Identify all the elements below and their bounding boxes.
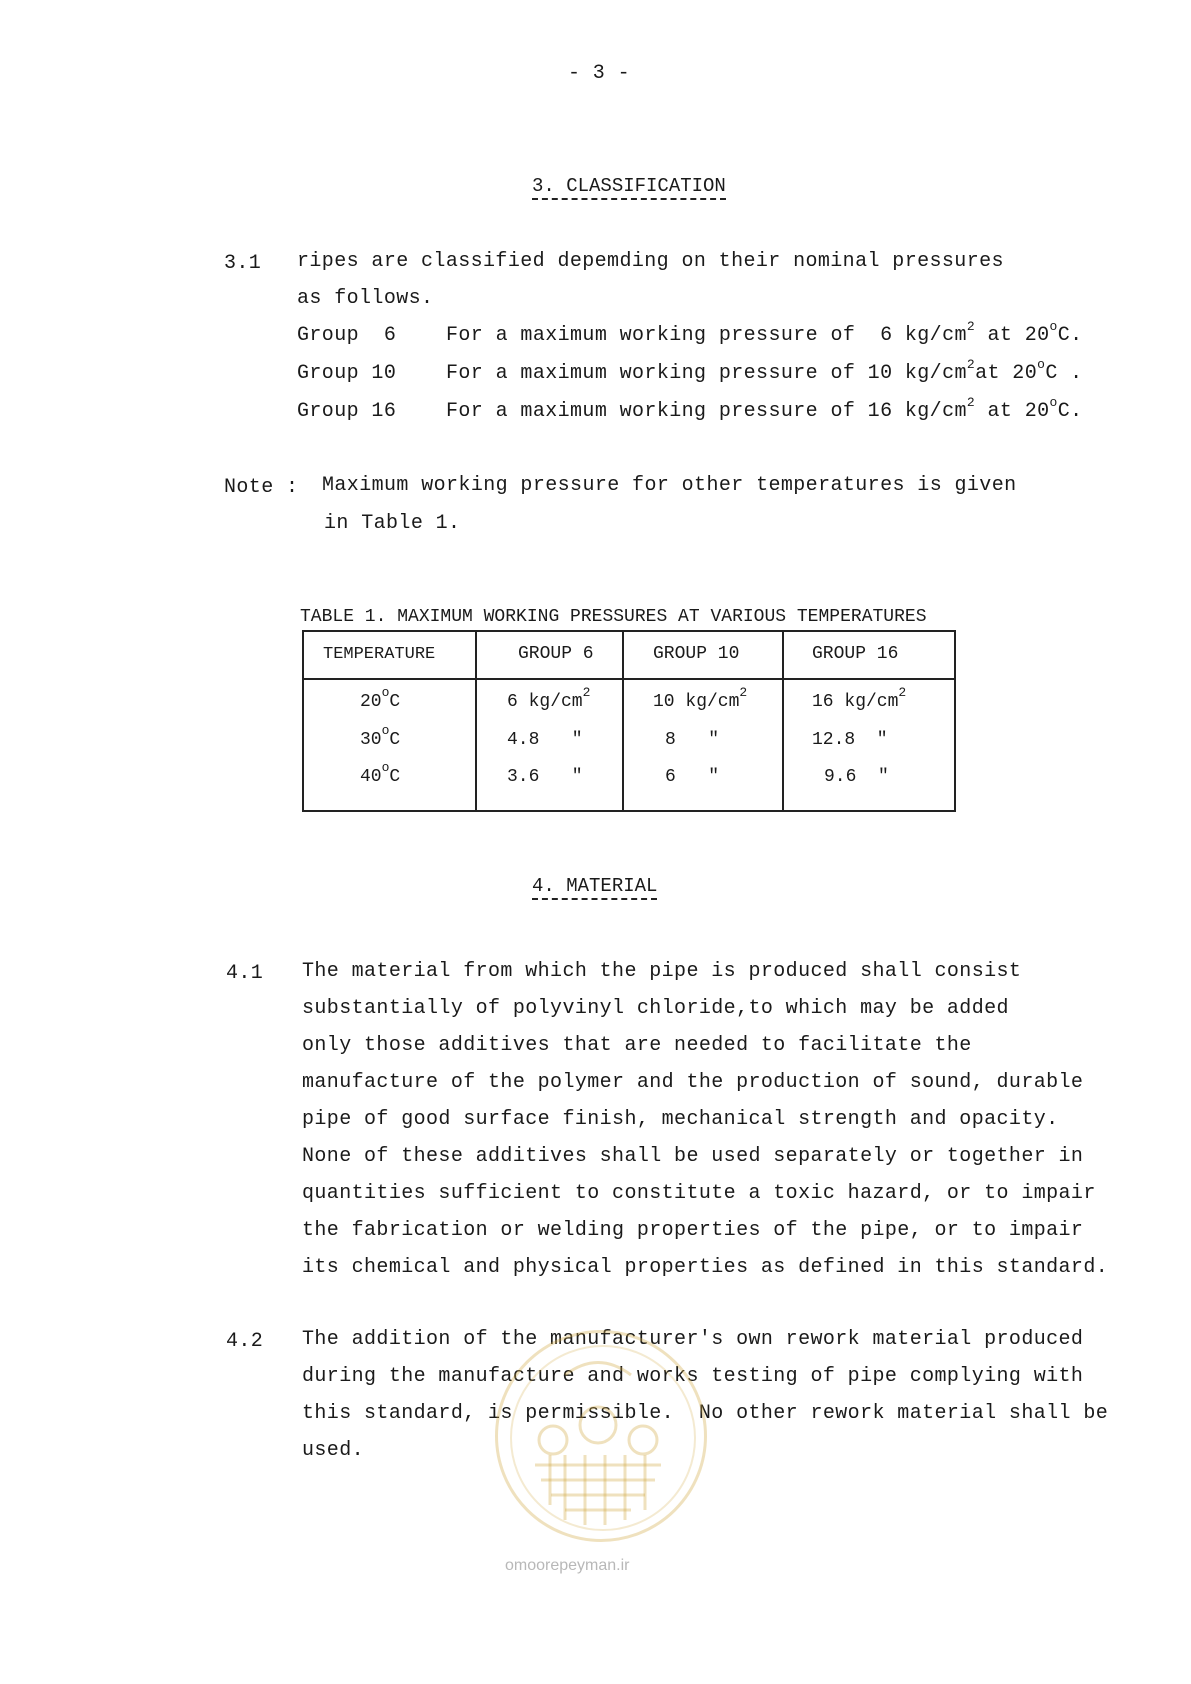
group-label: Group 6 bbox=[297, 324, 397, 347]
degree-sign: o bbox=[381, 685, 390, 700]
degree-sign: o bbox=[1049, 319, 1058, 334]
watermark-emblem-icon bbox=[495, 1330, 701, 1536]
note-line-2: in Table 1. bbox=[324, 512, 461, 535]
group-row-description bbox=[446, 319, 1083, 347]
table-cell-group-16: 9.6 " bbox=[824, 767, 889, 787]
superscript: 2 bbox=[898, 685, 907, 700]
table-cell-temperature bbox=[360, 685, 401, 712]
table-rule bbox=[622, 630, 624, 812]
text-line: manufacture of the polymer and the production of sound, durable bbox=[302, 1071, 1084, 1094]
text-line: the fabrication or welding properties of the pipe, or to impair bbox=[302, 1219, 1084, 1242]
table-rule bbox=[782, 630, 784, 812]
table-rule bbox=[302, 810, 956, 812]
superscript: 2 bbox=[582, 685, 591, 700]
pressure-value: 10 kg/cm bbox=[653, 692, 740, 712]
text-line: The addition of the manufacturer's own rework material produced bbox=[302, 1328, 1084, 1351]
group-row-description bbox=[446, 357, 1083, 385]
group-end: C. bbox=[1057, 324, 1083, 347]
text-line: during the manufacture and works testing of pipe complying with bbox=[302, 1365, 1084, 1388]
group-end: C . bbox=[1045, 362, 1083, 385]
group-desc: For a maximum working pressure of 16 kg/cm bbox=[446, 400, 967, 423]
text-line: used. bbox=[302, 1439, 365, 1462]
text-line: None of these additives shall be used separately or together in bbox=[302, 1145, 1084, 1168]
clause-3-1-number: 3.1 bbox=[224, 252, 262, 275]
group-row bbox=[297, 324, 396, 347]
text-line: The material from which the pipe is produced shall consist bbox=[302, 960, 1022, 983]
superscript: 2 bbox=[739, 685, 748, 700]
table-cell-group-16 bbox=[812, 685, 907, 712]
clause-4-2-number: 4.2 bbox=[226, 1330, 264, 1353]
table-header: GROUP 6 bbox=[518, 644, 594, 664]
table-rule bbox=[302, 630, 956, 632]
text-line: its chemical and physical properties as defined in this standard. bbox=[302, 1256, 1109, 1279]
table-rule bbox=[302, 678, 956, 680]
superscript: 2 bbox=[966, 395, 976, 410]
section-3-heading: 3. CLASSIFICATION bbox=[532, 175, 726, 200]
table-1-title: TABLE 1. MAXIMUM WORKING PRESSURES AT VARIOUS TEMPERATURES bbox=[300, 607, 927, 627]
clause-3-1-line-1: ripes are classified depemding on their nominal pressures bbox=[297, 250, 1004, 273]
pressure-value: 16 kg/cm bbox=[812, 692, 899, 712]
note-line-1: Maximum working pressure for other temperatures is given bbox=[322, 474, 1017, 497]
table-rule bbox=[954, 630, 956, 812]
table-cell-group-6: 3.6 " bbox=[507, 767, 583, 787]
degree-sign: o bbox=[1049, 395, 1058, 410]
note-label: Note : bbox=[224, 476, 299, 499]
table-cell-group-10 bbox=[653, 685, 748, 712]
group-desc: For a maximum working pressure of 10 kg/cm bbox=[446, 362, 967, 385]
temperature-value: 40 bbox=[360, 767, 382, 787]
group-tail: at 20 bbox=[975, 362, 1038, 385]
group-desc: For a maximum working pressure of 6 kg/cm bbox=[446, 324, 967, 347]
superscript: 2 bbox=[966, 319, 976, 334]
text-line: this standard, is permissible. No other rework material shall be bbox=[302, 1402, 1109, 1425]
table-cell-temperature bbox=[360, 723, 401, 750]
table-header: TEMPERATURE bbox=[323, 645, 436, 664]
group-label: Group 10 bbox=[297, 362, 397, 385]
watermark-seal bbox=[495, 1330, 707, 1542]
text-line: quantities sufficient to constitute a toxic hazard, or to impair bbox=[302, 1182, 1096, 1205]
clause-3-1-line-2: as follows. bbox=[297, 287, 434, 310]
temperature-unit: C bbox=[389, 730, 401, 750]
clause-4-1-number: 4.1 bbox=[226, 962, 264, 985]
group-row bbox=[297, 362, 396, 385]
group-end: C. bbox=[1057, 400, 1083, 423]
page-number: - 3 - bbox=[568, 62, 631, 85]
text-line: pipe of good surface finish, mechanical strength and opacity. bbox=[302, 1108, 1059, 1131]
group-row-description bbox=[446, 395, 1083, 423]
temperature-unit: C bbox=[389, 767, 401, 787]
text-line: only those additives that are needed to facilitate the bbox=[302, 1034, 972, 1057]
temperature-value: 30 bbox=[360, 730, 382, 750]
table-rule bbox=[302, 630, 304, 812]
table-cell-group-6: 4.8 " bbox=[507, 730, 583, 750]
pressure-value: 6 kg/cm bbox=[507, 692, 583, 712]
group-tail: at 20 bbox=[975, 400, 1050, 423]
table-cell-group-16: 12.8 " bbox=[812, 730, 888, 750]
degree-sign: o bbox=[381, 760, 390, 775]
superscript: 2 bbox=[966, 357, 976, 372]
table-header: GROUP 10 bbox=[653, 644, 740, 664]
table-header: GROUP 16 bbox=[812, 644, 899, 664]
table-cell-group-10: 6 " bbox=[665, 767, 720, 787]
section-4-heading: 4. MATERIAL bbox=[532, 875, 657, 900]
temperature-value: 20 bbox=[360, 692, 382, 712]
table-cell-group-6 bbox=[507, 685, 591, 712]
degree-sign: o bbox=[381, 723, 390, 738]
group-row bbox=[297, 400, 396, 423]
temperature-unit: C bbox=[389, 692, 401, 712]
group-tail: at 20 bbox=[975, 324, 1050, 347]
table-cell-group-10: 8 " bbox=[665, 730, 720, 750]
group-label: Group 16 bbox=[297, 400, 397, 423]
text-line: substantially of polyvinyl chloride,to which may be added bbox=[302, 997, 1009, 1020]
table-rule bbox=[475, 630, 477, 812]
table-cell-temperature bbox=[360, 760, 401, 787]
degree-sign: o bbox=[1037, 357, 1046, 372]
watermark-url: omoorepeyman.ir bbox=[505, 1557, 630, 1574]
